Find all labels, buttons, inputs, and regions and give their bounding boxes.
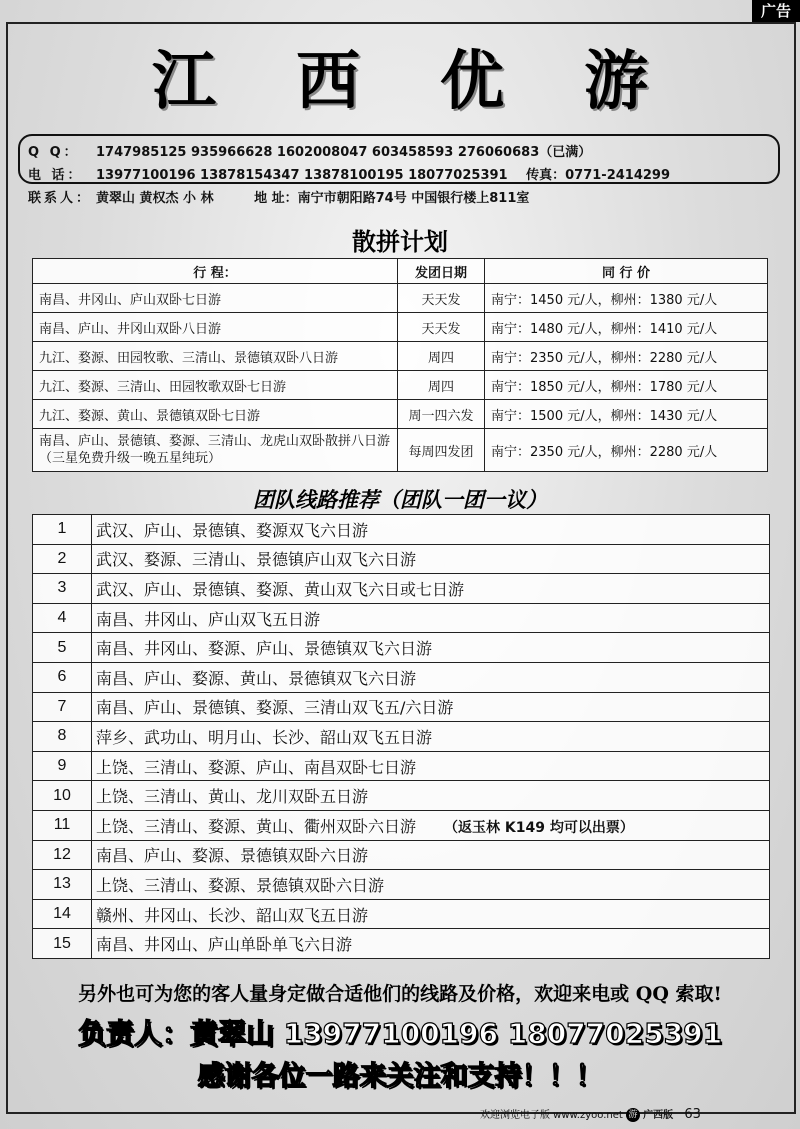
date-cell: 周四	[398, 342, 485, 371]
route-cell	[92, 810, 770, 840]
manager-contact: 负责人：黄翠山 13977100196 18077025391	[77, 1017, 723, 1050]
fax-number: 0771-2414299	[565, 168, 671, 183]
route-text: 上饶、三清山、婺源、黄山、衢州双卧六日游	[96, 816, 417, 836]
row-number: 2	[33, 544, 92, 574]
table-row	[33, 810, 770, 840]
route-cell: 萍乡、武功山、明月山、长沙、韶山双飞五日游	[92, 722, 770, 752]
page-title: 江西优游	[152, 44, 728, 119]
route-cell: 南昌、井冈山、庐山双卧七日游	[33, 284, 398, 313]
table-row	[33, 574, 770, 604]
table-row	[33, 284, 768, 313]
date-cell: 每周四发团	[398, 429, 485, 472]
custom-tour-promo: 另外也可为您的客人量身定做合适他们的线路及价格，欢迎来电或 QQ 索取!	[78, 983, 722, 1005]
table-row	[33, 400, 768, 429]
scattered-table	[32, 258, 768, 472]
table-row	[33, 840, 770, 870]
row-number: 4	[33, 603, 92, 633]
table-row	[33, 429, 768, 472]
address-label: 地 址：	[254, 191, 298, 206]
row-number: 6	[33, 662, 92, 692]
route-cell: 上饶、三清山、婺源、庐山、南昌双卧七日游	[92, 751, 770, 781]
row-number: 13	[33, 870, 92, 900]
route-cell: 九江、婺源、黄山、景德镇双卧七日游	[33, 400, 398, 429]
phone-numbers: 13977100196 13878154347 13878100195 18077025391	[96, 168, 508, 183]
group-title: 团队线路推荐（团队一团一议）	[253, 487, 547, 512]
qq-label: Q Q：	[28, 145, 80, 160]
row-number: 12	[33, 840, 92, 870]
date-cell: 周四	[398, 371, 485, 400]
row-number: 10	[33, 781, 92, 811]
ticket-note: （返玉林 K149 均可以出票）	[444, 819, 634, 836]
route-cell: 九江、婺源、三清山、田园牧歌双卧七日游	[33, 371, 398, 400]
header-route: 行 程：	[33, 259, 398, 284]
price-cell: 南宁：2350 元/人，柳州：2280 元/人	[485, 342, 768, 371]
table-row	[33, 313, 768, 342]
table-row	[33, 544, 770, 574]
scattered-header-row	[33, 259, 768, 284]
table-row	[33, 899, 770, 929]
contact-box	[18, 134, 782, 208]
route-cell: 南昌、井冈山、庐山单卧单飞六日游	[92, 929, 770, 959]
row-number: 1	[33, 515, 92, 545]
table-row	[33, 342, 768, 371]
header-date: 发团日期	[398, 259, 485, 284]
table-row	[33, 722, 770, 752]
phone-label: 电 话：	[28, 168, 84, 183]
qq-numbers: 1747985125 935966628 1602008047 603458593 276060683（已满）	[96, 145, 592, 160]
price-cell: 南宁：1850 元/人，柳州：1780 元/人	[485, 371, 768, 400]
route-cell: 武汉、婺源、三清山、景德镇庐山双飞六日游	[92, 544, 770, 574]
table-row	[33, 633, 770, 663]
route-cell: 九江、婺源、田园牧歌、三清山、景德镇双卧八日游	[33, 342, 398, 371]
date-cell: 周一四六发	[398, 400, 485, 429]
thanks-message: 感谢各位一路来关注和支持！！！	[197, 1061, 603, 1092]
row-number: 8	[33, 722, 92, 752]
ad-tag: 广告	[752, 0, 800, 22]
row-number: 7	[33, 692, 92, 722]
brand-badge-icon: 游	[626, 1108, 640, 1122]
date-cell: 天天发	[398, 313, 485, 342]
route-cell: 南昌、庐山、景德镇、婺源、三清山、龙虎山双卧散拼八日游 （三星免费升级一晚五星纯玩）	[33, 429, 398, 472]
table-row	[33, 929, 770, 959]
footer-site: 欢迎浏览电子版 www.zyoo.net	[480, 1110, 623, 1121]
phone-row	[28, 164, 670, 183]
table-row	[33, 692, 770, 722]
row-number: 15	[33, 929, 92, 959]
table-row	[33, 662, 770, 692]
table-row	[33, 371, 768, 400]
fax-label: 传真：	[526, 168, 566, 183]
row-number: 11	[33, 810, 92, 840]
header-price: 同 行 价	[485, 259, 768, 284]
route-cell: 赣州、井冈山、长沙、韶山双飞五日游	[92, 899, 770, 929]
page-footer	[480, 1106, 800, 1128]
table-row	[33, 870, 770, 900]
page-number: 63	[684, 1107, 701, 1122]
row-number: 5	[33, 633, 92, 663]
row-number: 9	[33, 751, 92, 781]
price-cell: 南宁：1480 元/人，柳州：1410 元/人	[485, 313, 768, 342]
route-cell: 南昌、庐山、景德镇、婺源、三清山双飞五/六日游	[92, 692, 770, 722]
table-row	[33, 603, 770, 633]
contact-row	[28, 187, 529, 206]
row-number: 14	[33, 899, 92, 929]
route-cell: 南昌、井冈山、婺源、庐山、景德镇双飞六日游	[92, 633, 770, 663]
contact-label: 联系人：	[28, 191, 93, 206]
route-cell: 南昌、庐山、井冈山双卧八日游	[33, 313, 398, 342]
scattered-title: 散拼计划	[352, 227, 448, 256]
route-cell: 上饶、三清山、婺源、景德镇双卧六日游	[92, 870, 770, 900]
footer-edition: 广西版	[643, 1110, 674, 1121]
contact-persons: 黄翠山 黄权杰 小 林	[96, 191, 214, 206]
price-cell: 南宁：2350 元/人，柳州：2280 元/人	[485, 429, 768, 472]
route-cell: 南昌、庐山、婺源、景德镇双卧六日游	[92, 840, 770, 870]
price-cell: 南宁：1500 元/人，柳州：1430 元/人	[485, 400, 768, 429]
table-row	[33, 515, 770, 545]
route-cell: 南昌、庐山、婺源、黄山、景德镇双飞六日游	[92, 662, 770, 692]
address: 南宁市朝阳路74号 中国银行楼上811室	[297, 191, 530, 206]
price-cell: 南宁：1450 元/人，柳州：1380 元/人	[485, 284, 768, 313]
qq-row	[28, 141, 591, 160]
route-cell: 南昌、井冈山、庐山双飞五日游	[92, 603, 770, 633]
table-row	[33, 781, 770, 811]
row-number: 3	[33, 574, 92, 604]
route-cell: 武汉、庐山、景德镇、婺源、黄山双飞六日或七日游	[92, 574, 770, 604]
date-cell: 天天发	[398, 284, 485, 313]
group-table	[32, 514, 770, 959]
table-row	[33, 751, 770, 781]
route-cell: 武汉、庐山、景德镇、婺源双飞六日游	[92, 515, 770, 545]
route-cell: 上饶、三清山、黄山、龙川双卧五日游	[92, 781, 770, 811]
